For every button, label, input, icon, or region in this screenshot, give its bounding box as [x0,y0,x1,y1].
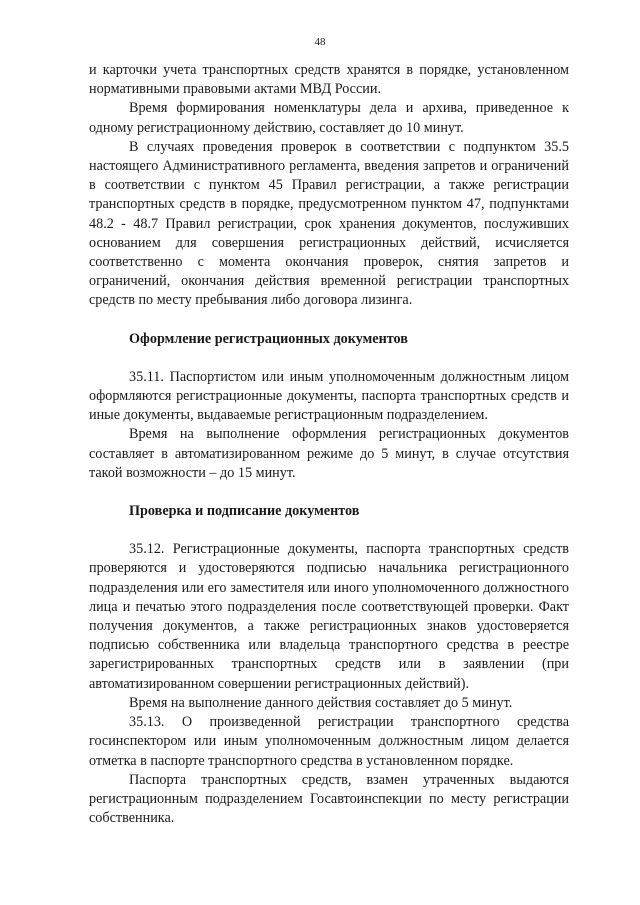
paragraph: 35.12. Регистрационные документы, паспорта транспортных средств проверяются и удостоверяются подписью начальника регистрационного подразделения или его заместителя или иного уполномоченного должностного лица и печатью этого подразделения после соответствующей проверки. Факт получения документов, а также регистрационных знаков удостоверяется подписью собственника или владельца транспортного средства в реестре зарегистрированных транспортных средств или в заявлении (при автоматизированном совершении регистрационных действий). [89,541,569,692]
paragraph: В случаях проведения проверок в соответствии с подпунктом 35.5 настоящего Административного регламента, введения запретов и ограничений в соответствии с пунктом 45 Правил регистрации, а также регистрации транспортных средств в порядке, предусмотренном пунктом 47, подпунктами 48.2 - 48.7 Правил регистрации, срок хранения документов, послуживших основанием для совершения регистрационных действий, исчисляется соответственно с момента окончания проверок, снятия запретов и ограничений, окончания действия временной регистрации транспортных средств по месту пребывания либо договора лизинга. [89,138,569,309]
paragraph: Время формирования номенклатуры дела и архива, приведенное к одному регистрационному действию, составляет до 10 минут. [89,100,569,136]
paragraph: 35.13. О произведенной регистрации транспортного средства госинспектором или иным уполномоченным должностным лицом делается отметка в паспорте транспортного средства в установленном порядке. [89,714,569,769]
document-body [89,61,569,828]
section-heading-registration-documents: Оформление регистрационных документов [129,330,408,347]
paragraph: Время на выполнение данного действия составляет до 5 минут. [129,694,513,711]
paragraph: 35.11. Паспортистом или иным уполномоченным должностным лицом оформляются регистрационные документы, паспорта транспортных средств и иные документы, выдаваемые регистрационным подразделением. [89,368,569,424]
paragraph: Время на выполнение оформления регистрационных документов составляет в автоматизированном режиме до 5 минут, в случае отсутствия такой возможности – до 15 минут. [89,426,569,481]
paragraph: и карточки учета транспортных средств хранятся в порядке, установленном нормативными правовыми актами МВД России. [89,62,569,98]
section-heading-verification-signing: Проверка и подписание документов [129,503,360,520]
paragraph: Паспорта транспортных средств, взамен утраченных выдаются регистрационным подразделением Госавтоинспекции по месту регистрации собственника. [89,771,569,827]
page-number: 48 [314,36,326,48]
